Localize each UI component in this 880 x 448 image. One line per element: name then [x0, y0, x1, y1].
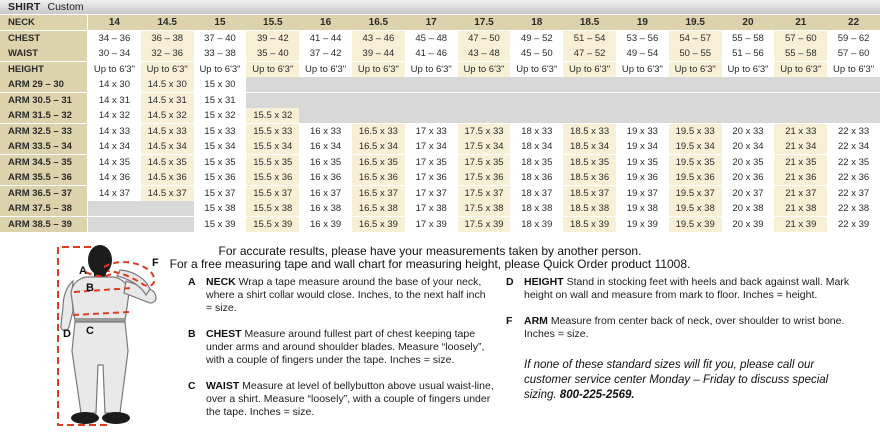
size-cell: 14.5 x 36: [141, 170, 194, 185]
size-cell: 20 x 33: [722, 124, 775, 139]
size-cell: 16 x 36: [299, 170, 352, 185]
size-cell: [616, 108, 669, 123]
size-cell: 19 x 33: [616, 124, 669, 139]
row-label: ARM 38.5 – 39: [0, 217, 88, 232]
size-cell: 21 x 37: [774, 186, 827, 201]
size-cell: 20 x 36: [722, 170, 775, 185]
size-cell: 57 – 60: [774, 31, 827, 46]
instruction-term: WAIST: [206, 380, 240, 392]
size-cell: [563, 108, 616, 123]
size-cell: 19.5 x 33: [669, 124, 722, 139]
instruction-text: CHEST Measure around fullest part of chest keeping tape under arms and around shoulder blades. Measure “loosely”, with a couple of fingers under the tape. Inches = size.: [206, 328, 485, 366]
size-cell: 30 – 34: [88, 46, 141, 61]
neck-size: 18.5: [563, 15, 616, 30]
size-cell: 22 x 34: [827, 139, 880, 154]
instruction-term: NECK: [206, 276, 236, 288]
instruction-height: [506, 276, 872, 302]
instructions-column-left: [188, 276, 494, 432]
size-cell: 57 – 60: [827, 46, 880, 61]
instruction-term: HEIGHT: [524, 276, 564, 288]
size-cell: 21 x 38: [774, 201, 827, 216]
size-cell: 17 x 37: [405, 186, 458, 201]
size-cell: [722, 77, 775, 92]
size-cell: [827, 93, 880, 108]
figure-belt: [75, 318, 125, 322]
size-cell: [669, 93, 722, 108]
size-cell: [299, 93, 352, 108]
size-cell: 16.5 x 35: [352, 155, 405, 170]
size-cell: 49 – 52: [510, 31, 563, 46]
size-cell: 22 x 39: [827, 217, 880, 232]
size-cell: 43 – 46: [352, 31, 405, 46]
neck-size: 14.5: [141, 15, 194, 30]
size-cell: 17 x 33: [405, 124, 458, 139]
size-cell: Up to 6'3": [352, 62, 405, 77]
size-cell: 14 x 32: [88, 108, 141, 123]
size-cell: Up to 6'3": [563, 62, 616, 77]
instruction-text: WAIST Measure at level of bellybutton above usual waist-line, over a shirt. Measure “loosely”, with a couple of fingers under the tape. Inches = size.: [206, 380, 494, 418]
intro-line-2: For a free measuring tape and wall chart for measuring height, please Quick Order product 11008.: [169, 257, 691, 271]
size-cell: Up to 6'3": [774, 62, 827, 77]
size-cell: 20 x 38: [722, 201, 775, 216]
size-cell: 18 x 39: [510, 217, 563, 232]
size-cell: 19 x 39: [616, 217, 669, 232]
size-cell: 55 – 58: [774, 46, 827, 61]
row-label: NECK: [0, 15, 88, 30]
size-cell: 16 x 38: [299, 201, 352, 216]
size-cell: 47 – 50: [458, 31, 511, 46]
size-cell: 15 x 31: [194, 93, 247, 108]
table-row: [0, 170, 880, 185]
table-row: [0, 46, 880, 61]
size-cell: 21 x 35: [774, 155, 827, 170]
neck-size: 19: [616, 15, 669, 30]
neck-size: 16.5: [352, 15, 405, 30]
size-cell: 16.5 x 38: [352, 201, 405, 216]
size-cell: 15.5 x 33: [246, 124, 299, 139]
size-cell: 36 – 38: [141, 31, 194, 46]
size-cell: 16.5 x 33: [352, 124, 405, 139]
size-cell: 16 x 33: [299, 124, 352, 139]
size-cell: 14 x 31: [88, 93, 141, 108]
instruction-neck: [188, 276, 494, 315]
size-cell: 32 – 36: [141, 46, 194, 61]
neck-size: 15.5: [246, 15, 299, 30]
size-cell: [141, 217, 194, 232]
size-cell: [405, 77, 458, 92]
row-label: WAIST: [0, 46, 88, 61]
size-cell: [352, 108, 405, 123]
size-cell: 19.5 x 38: [669, 201, 722, 216]
instruction-text: HEIGHT Stand in stocking feet with heels and back against wall. Mark height on wall and measure from mark to floor. Inches = height.: [524, 276, 850, 301]
figure-label-b: B: [86, 282, 94, 294]
size-cell: Up to 6'3": [669, 62, 722, 77]
figure-svg: [32, 243, 192, 443]
size-cell: 54 – 57: [669, 31, 722, 46]
neck-size: 14: [88, 15, 141, 30]
row-label: CHEST: [0, 31, 88, 46]
instruction-letter: B: [188, 328, 196, 340]
note-text: If none of these standard sizes will fit you, please call our customer service center Monday – Friday to discuss special sizing.: [524, 359, 829, 401]
figure-label-f: F: [152, 257, 159, 269]
size-cell: [616, 77, 669, 92]
intro-line-1: For accurate results, please have your measurements taken by another person.: [218, 244, 642, 258]
neck-size: 19.5: [669, 15, 722, 30]
size-cell: 15 x 36: [194, 170, 247, 185]
size-cell: 17 x 39: [405, 217, 458, 232]
size-cell: 17 x 36: [405, 170, 458, 185]
size-cell: 49 – 54: [616, 46, 669, 61]
size-cell: [299, 108, 352, 123]
size-cell: 17.5 x 35: [458, 155, 511, 170]
size-cell: 18 x 33: [510, 124, 563, 139]
size-cell: 33 – 38: [194, 46, 247, 61]
size-cell: Up to 6'3": [722, 62, 775, 77]
size-cell: 14 x 34: [88, 139, 141, 154]
instruction-letter: D: [506, 276, 514, 288]
size-cell: 59 – 62: [827, 31, 880, 46]
table-row: [0, 139, 880, 154]
size-cell: 15 x 39: [194, 217, 247, 232]
size-cell: 15.5 x 36: [246, 170, 299, 185]
size-cell: 14 x 30: [88, 77, 141, 92]
row-label: ARM 36.5 – 37: [0, 186, 88, 201]
size-cell: 45 – 50: [510, 46, 563, 61]
table-row: [0, 124, 880, 139]
size-cell: 15 x 34: [194, 139, 247, 154]
size-cell: 15 x 37: [194, 186, 247, 201]
row-label: ARM 33.5 – 34: [0, 139, 88, 154]
figure-label-c: C: [86, 325, 94, 337]
size-cell: [722, 108, 775, 123]
size-cell: 19.5 x 36: [669, 170, 722, 185]
size-cell: [827, 77, 880, 92]
size-cell: [141, 201, 194, 216]
size-cell: 14.5 x 35: [141, 155, 194, 170]
row-label: ARM 37.5 – 38: [0, 201, 88, 216]
figure-label-d: D: [63, 328, 71, 340]
instruction-term: CHEST: [206, 328, 242, 340]
size-cell: [299, 77, 352, 92]
size-cell: Up to 6'3": [616, 62, 669, 77]
neck-size: 16: [299, 15, 352, 30]
size-cell: 14.5 x 34: [141, 139, 194, 154]
size-cell: 19 x 37: [616, 186, 669, 201]
size-cell: 14 x 33: [88, 124, 141, 139]
instruction-letter: A: [188, 276, 196, 288]
size-cell: 18 x 37: [510, 186, 563, 201]
size-cell: 14 x 37: [88, 186, 141, 201]
figure-legs: [72, 322, 128, 413]
instruction-letter: F: [506, 315, 513, 327]
row-label: ARM 34.5 – 35: [0, 155, 88, 170]
size-cell: [827, 108, 880, 123]
size-cell: 15 x 30: [194, 77, 247, 92]
table-title-bar: [0, 0, 880, 15]
size-cell: 14.5 x 33: [141, 124, 194, 139]
size-cell: 18 x 38: [510, 201, 563, 216]
size-cell: 16 x 34: [299, 139, 352, 154]
size-cell: 15.5 x 32: [246, 108, 299, 123]
instruction-arm: [506, 315, 872, 341]
size-cell: 15 x 35: [194, 155, 247, 170]
size-cell: [246, 77, 299, 92]
size-cell: 20 x 39: [722, 217, 775, 232]
size-cell: 20 x 35: [722, 155, 775, 170]
table-row: [0, 201, 880, 216]
size-cell: 15.5 x 39: [246, 217, 299, 232]
size-cell: 14 x 36: [88, 170, 141, 185]
size-cell: 43 – 48: [458, 46, 511, 61]
size-cell: 41 – 46: [405, 46, 458, 61]
size-cell: [246, 93, 299, 108]
size-cell: Up to 6'3": [88, 62, 141, 77]
table-subtitle: Custom: [47, 1, 84, 13]
size-cell: 17 x 35: [405, 155, 458, 170]
size-cell: 15.5 x 37: [246, 186, 299, 201]
size-cell: 18.5 x 35: [563, 155, 616, 170]
size-cell: 15.5 x 38: [246, 201, 299, 216]
neck-header-row: [0, 15, 880, 30]
table-row: [0, 186, 880, 201]
size-cell: 19 x 36: [616, 170, 669, 185]
size-cell: 16.5 x 39: [352, 217, 405, 232]
row-label: ARM 35.5 – 36: [0, 170, 88, 185]
size-cell: 19 x 35: [616, 155, 669, 170]
size-cell: 17.5 x 38: [458, 201, 511, 216]
size-cell: [563, 93, 616, 108]
size-cell: 19.5 x 35: [669, 155, 722, 170]
size-cell: 41 – 44: [299, 31, 352, 46]
size-cell: 19.5 x 37: [669, 186, 722, 201]
table-row: [0, 31, 880, 46]
size-cell: 16.5 x 36: [352, 170, 405, 185]
figure-label-a: A: [79, 265, 87, 277]
table-row: [0, 93, 880, 108]
size-cell: [405, 108, 458, 123]
size-cell: 17.5 x 37: [458, 186, 511, 201]
size-cell: 35 – 40: [246, 46, 299, 61]
size-cell: Up to 6'3": [299, 62, 352, 77]
size-cell: 14 x 35: [88, 155, 141, 170]
size-cell: 22 x 35: [827, 155, 880, 170]
row-label: ARM 30.5 – 31: [0, 93, 88, 108]
size-cell: 34 – 36: [88, 31, 141, 46]
instruction-term: ARM: [524, 315, 548, 327]
size-cell: 18.5 x 33: [563, 124, 616, 139]
instruction-text: NECK Wrap a tape measure around the base of your neck, where a shirt collar would close. Inches, to the next half inch = size.: [206, 276, 486, 314]
size-cell: 19.5 x 39: [669, 217, 722, 232]
size-cell: [774, 93, 827, 108]
size-cell: Up to 6'3": [141, 62, 194, 77]
table-row: [0, 155, 880, 170]
size-cell: Up to 6'3": [194, 62, 247, 77]
size-cell: [352, 93, 405, 108]
size-cell: [774, 108, 827, 123]
neck-size: 15: [194, 15, 247, 30]
size-cell: 18.5 x 34: [563, 139, 616, 154]
table-row: [0, 77, 880, 92]
size-cell: 15 x 38: [194, 201, 247, 216]
instruction-letter: C: [188, 380, 196, 392]
size-cell: Up to 6'3": [246, 62, 299, 77]
neck-size: 17.5: [458, 15, 511, 30]
intro-text: [150, 245, 710, 271]
size-cell: 17.5 x 34: [458, 139, 511, 154]
size-cell: 16.5 x 34: [352, 139, 405, 154]
neck-size: 17: [405, 15, 458, 30]
neck-size: 21: [774, 15, 827, 30]
row-label: ARM 32.5 – 33: [0, 124, 88, 139]
size-cell: [352, 77, 405, 92]
size-cell: 22 x 38: [827, 201, 880, 216]
size-cell: 22 x 33: [827, 124, 880, 139]
size-cell: [510, 93, 563, 108]
instruction-chest: [188, 328, 494, 367]
size-cell: 20 x 37: [722, 186, 775, 201]
row-label: ARM 31.5 – 32: [0, 108, 88, 123]
size-cell: 14.5 x 32: [141, 108, 194, 123]
size-cell: [774, 77, 827, 92]
instructions-column-right: [506, 276, 872, 403]
table-title: SHIRT: [8, 1, 41, 13]
size-cell: 39 – 44: [352, 46, 405, 61]
size-cell: 20 x 34: [722, 139, 775, 154]
size-cell: 17.5 x 36: [458, 170, 511, 185]
size-cell: 47 – 52: [563, 46, 616, 61]
size-cell: 51 – 56: [722, 46, 775, 61]
size-cell: 16 x 37: [299, 186, 352, 201]
row-label: HEIGHT: [0, 62, 88, 77]
size-cell: [669, 108, 722, 123]
size-cell: 21 x 34: [774, 139, 827, 154]
table-row: [0, 217, 880, 232]
size-cell: 14.5 x 37: [141, 186, 194, 201]
size-cell: [669, 77, 722, 92]
size-cell: 14.5 x 30: [141, 77, 194, 92]
neck-size: 20: [722, 15, 775, 30]
row-label: ARM 29 – 30: [0, 77, 88, 92]
size-cell: 55 – 58: [722, 31, 775, 46]
size-cell: 15 x 32: [194, 108, 247, 123]
size-cell: 53 – 56: [616, 31, 669, 46]
size-cell: 37 – 40: [194, 31, 247, 46]
measurement-figure: [32, 243, 192, 443]
size-cell: [458, 93, 511, 108]
size-table: [0, 15, 880, 232]
size-cell: 16 x 39: [299, 217, 352, 232]
instruction-waist: [188, 380, 494, 419]
size-cell: 15.5 x 35: [246, 155, 299, 170]
size-cell: 17.5 x 33: [458, 124, 511, 139]
size-cell: Up to 6'3": [510, 62, 563, 77]
size-cell: Up to 6'3": [458, 62, 511, 77]
size-cell: 15 x 33: [194, 124, 247, 139]
size-cell: 21 x 36: [774, 170, 827, 185]
size-cell: 50 – 55: [669, 46, 722, 61]
neck-size: 18: [510, 15, 563, 30]
size-cell: 18.5 x 39: [563, 217, 616, 232]
size-cell: 17.5 x 39: [458, 217, 511, 232]
size-cell: 51 – 54: [563, 31, 616, 46]
special-sizing-note: [524, 358, 834, 403]
size-cell: 39 – 42: [246, 31, 299, 46]
phone-number: 800-225-2569.: [559, 389, 635, 401]
size-cell: 22 x 37: [827, 186, 880, 201]
size-cell: [88, 217, 141, 232]
size-cell: Up to 6'3": [827, 62, 880, 77]
size-cell: [458, 108, 511, 123]
size-cell: 16 x 35: [299, 155, 352, 170]
size-cell: 18 x 35: [510, 155, 563, 170]
size-cell: 17 x 38: [405, 201, 458, 216]
size-cell: 19.5 x 34: [669, 139, 722, 154]
size-cell: 18.5 x 36: [563, 170, 616, 185]
figure-torso: [71, 277, 129, 321]
size-cell: Up to 6'3": [405, 62, 458, 77]
size-cell: 37 – 42: [299, 46, 352, 61]
size-cell: 18 x 36: [510, 170, 563, 185]
size-cell: [510, 108, 563, 123]
size-cell: 22 x 36: [827, 170, 880, 185]
size-cell: [563, 77, 616, 92]
size-cell: [722, 93, 775, 108]
table-row: [0, 108, 880, 123]
neck-size: 22: [827, 15, 880, 30]
size-cell: 18.5 x 38: [563, 201, 616, 216]
size-cell: 19 x 38: [616, 201, 669, 216]
size-cell: 18 x 34: [510, 139, 563, 154]
table-row: [0, 62, 880, 77]
size-cell: 15.5 x 34: [246, 139, 299, 154]
size-cell: 18.5 x 37: [563, 186, 616, 201]
size-cell: 21 x 39: [774, 217, 827, 232]
size-cell: 16.5 x 37: [352, 186, 405, 201]
size-cell: 14.5 x 31: [141, 93, 194, 108]
size-cell: [458, 77, 511, 92]
instruction-text: ARM Measure from center back of neck, over shoulder to wrist bone. Inches = size.: [524, 315, 845, 340]
size-cell: 17 x 34: [405, 139, 458, 154]
size-cell: [510, 77, 563, 92]
size-cell: 21 x 33: [774, 124, 827, 139]
size-cell: [88, 201, 141, 216]
size-cell: 19 x 34: [616, 139, 669, 154]
size-cell: [616, 93, 669, 108]
size-cell: 45 – 48: [405, 31, 458, 46]
size-cell: [405, 93, 458, 108]
